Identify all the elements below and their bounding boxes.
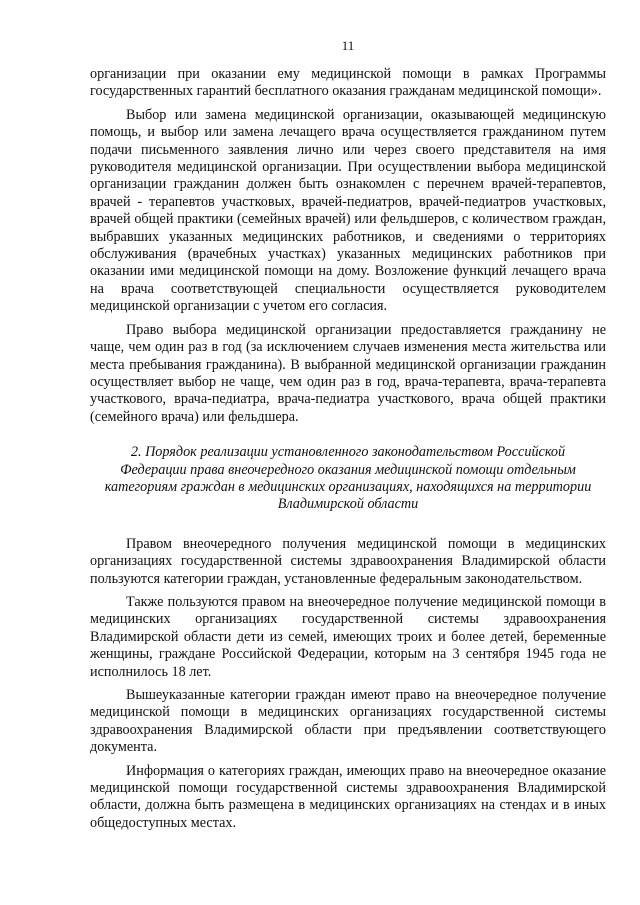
section-heading: 2. Порядок реализации установленного законодательством Российской Федерации права внеочередного оказания медицинской помощи отдельным категориям граждан в медицинских организациях, находящихся на территории Владимирской области: [104, 444, 592, 513]
paragraph-information-placement: Информация о категориях граждан, имеющих право на внеочередное оказание медицинской помощи государственной системы здравоохранения Владимирской области, должна быть размещена в медицинских организациях на стендах и в иных общедоступных местах.: [90, 762, 606, 831]
paragraph-choice-replacement: Выбор или замена медицинской организации, оказывающей медицинскую помощь, и выбор или замена лечащего врача осуществляется гражданином путем подачи письменного заявления лично или через своего представителя на имя руководителя медицинской организации. При осуществлении выбора медицинской организации гражданин должен быть ознакомлен с перечнем врачей-терапевтов, врачей - терапевтов участковых, врачей-педиатров, врачей-педиатров участковых, врачей общей практики (семейных врачей) или фельдшеров, с количеством граждан, выбравших указанных медицинских работников, и сведениями о территориях обслуживания (врачебных участках) указанных медицинских работников при оказании ими медицинской помощи на дому. Возложение функций лечащего врача на врача соответствующей специальности осуществляется руководителем медицинской организации с учетом его согласия.: [90, 106, 606, 315]
paragraph-priority-right: Правом внеочередного получения медицинской помощи в медицинских организациях государственной системы здравоохранения Владимирской области пользуются категории граждан, установленные федеральным законодательством.: [90, 535, 606, 587]
paragraph-additional-categories: Также пользуются правом на внеочередное получение медицинской помощи в медицинских организациях государственной системы здравоохранения Владимирской области дети из семей, имеющих троих и более детей, беременные женщины, граждане Российской Федерации, которым на 3 сентября 1945 года не исполнилось 18 лет.: [90, 593, 606, 680]
paragraph-continuation: организации при оказании ему медицинской помощи в рамках Программы государственных гарантий бесплатного оказания гражданам медицинской помощи».: [90, 66, 606, 100]
paragraph-choice-right: Право выбора медицинской организации предоставляется гражданину не чаще, чем один раз в год (за исключением случаев изменения места жительства или места пребывания гражданина). В выбранной медицинской организации гражданин осуществляет выбор не чаще, чем один раз в год, врача-терапевта, врача-терапевта участкового, врача-педиатра, врача-педиатра участкового, врача общей практики (семейного врача) или фельдшера.: [90, 321, 606, 425]
paragraph-document-requirement: Вышеуказанные категории граждан имеют право на внеочередное получение медицинской помощи в медицинских организациях государственной системы здравоохранения Владимирской области при предъявлении соответствующего документа.: [90, 687, 606, 756]
page-number: 11: [341, 38, 355, 53]
